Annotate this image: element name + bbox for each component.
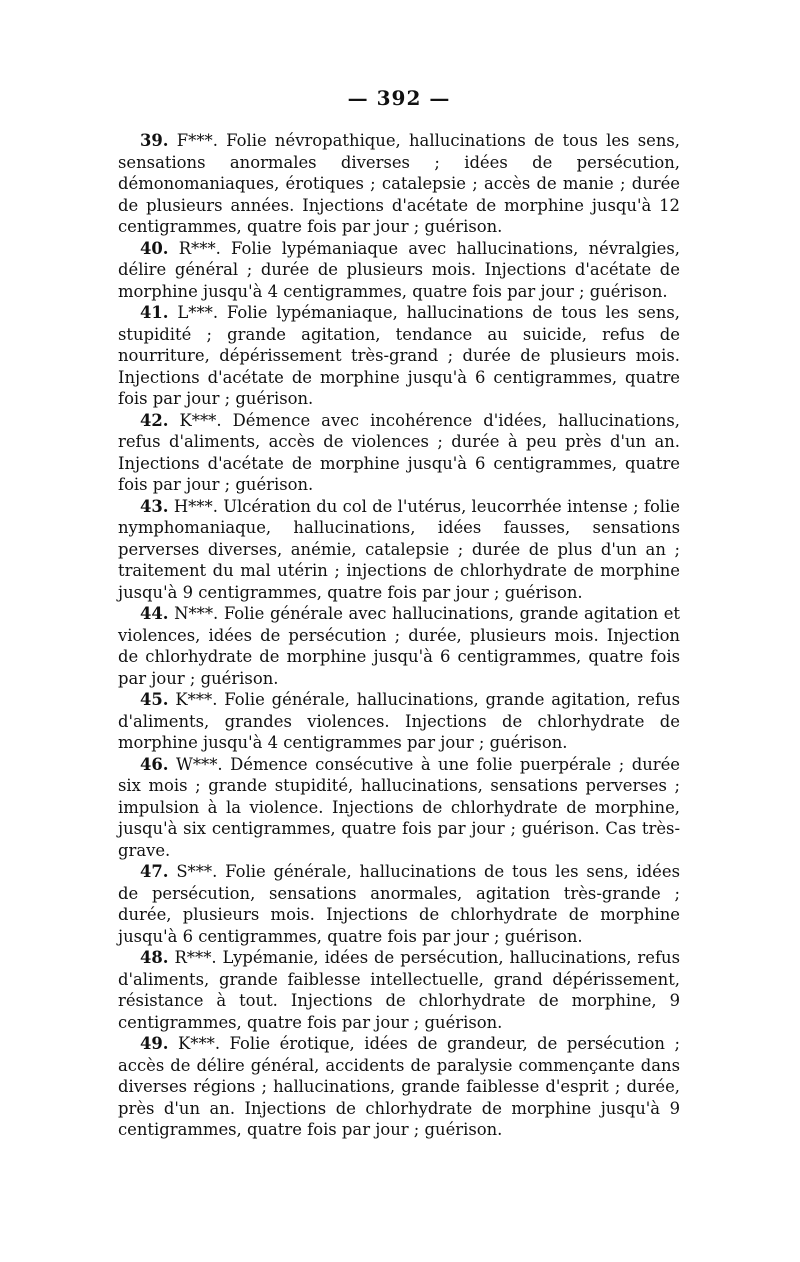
case-entry-47 xyxy=(118,861,680,947)
case-text: N***. Folie générale avec hallucinations, grande agitation et violences, idées de persécution ; durée, plusieurs mois. Injection de chlorhydrate de morphine jusqu'à 6 centigrammes, quatre fois par jour ; guérison. xyxy=(118,604,680,688)
case-entry-39 xyxy=(118,130,680,238)
case-entry-44 xyxy=(118,603,680,689)
case-entry-45 xyxy=(118,689,680,754)
case-text: R***. Lypémanie, idées de persécution, hallucinations, refus d'aliments, grande faiblesse intellectuelle, grand dépérissement, résistance à tout. Injections de chlorhydrate de morphine, 9 centigrammes, quatre fois par jour ; guérison. xyxy=(118,948,680,1032)
case-text: K***. Folie érotique, idées de grandeur, de persécution ; accès de délire général, accidents de paralysie commençante dans diverses régions ; hallucinations, grande faiblesse d'esprit ; durée, près d'un an. Injections de chlorhydrate de morphine jusqu'à 9 centigrammes, quatre fois par jour ; guérison. xyxy=(118,1034,680,1139)
case-number: 39. xyxy=(140,131,169,150)
case-text: L***. Folie lypémaniaque, hallucinations de tous les sens, stupidité ; grande agitation, tendance au suicide, refus de nourriture, dépérissement très-grand ; durée de plusieurs mois. Injections d'acétate de morphine jusqu'à 6 centigrammes, quatre fois par jour ; guérison. xyxy=(118,303,680,408)
case-number: 45. xyxy=(140,690,169,709)
case-number: 40. xyxy=(140,238,169,258)
case-number: 48. xyxy=(140,948,169,967)
case-entry-41 xyxy=(118,302,680,410)
case-entry-40 xyxy=(118,238,680,303)
case-entry-43 xyxy=(118,496,680,604)
case-text: H***. Ulcération du col de l'utérus, leucorrhée intense ; folie nymphomaniaque, hallucinations, idées fausses, sensations perverses diverses, anémie, catalepsie ; durée de plus d'un an ; traitement du mal utérin ; injections de chlorhydrate de morphine jusqu'à 9 centigrammes, quatre fois par jour ; guérison. xyxy=(118,496,680,602)
case-text: F***. Folie névropathique, hallucinations de tous les sens, sensations anormales diverses ; idées de persécution, démonomaniaques, érotiques ; catalepsie ; accès de manie ; durée de plusieurs années. Injections d'acétate de morphine jusqu'à 12 centigrammes, quatre fois par jour ; guérison. xyxy=(118,131,680,236)
page-number: — 392 — xyxy=(347,86,451,110)
case-entry-49 xyxy=(118,1033,680,1141)
case-number: 43. xyxy=(140,496,169,516)
case-number: 42. xyxy=(140,410,169,430)
case-number: 44. xyxy=(140,604,169,623)
case-number: 47. xyxy=(140,862,169,881)
case-number: 49. xyxy=(140,1034,169,1053)
case-text: K***. Démence avec incohérence d'idées, hallucinations, refus d'aliments, accès de violences ; durée à peu près d'un an. Injections d'acétate de morphine jusqu'à 6 centigrammes, quatre fois par jour ; guérison. xyxy=(118,410,680,494)
case-entry-48 xyxy=(118,947,680,1033)
case-text: W***. Démence consécutive à une folie puerpérale ; durée six mois ; grande stupidité, hallucinations, sensations perverses ; impulsion à la violence. Injections de chlorhydrate de morphine, jusqu'à six centigrammes, quatre fois par jour ; guérison. Cas très-grave. xyxy=(118,754,681,860)
case-text: R***. Folie lypémaniaque avec hallucinations, névralgies, délire général ; durée de plusieurs mois. Injections d'acétate de morphine jusqu'à 4 centigrammes, quatre fois par jour ; guérison. xyxy=(118,238,680,301)
case-text: S***. Folie générale, hallucinations de tous les sens, idées de persécution, sensations anormales, agitation très-grande ; durée, plusieurs mois. Injections de chlorhydrate de morphine jusqu'à 6 centigrammes, quatre fois par jour ; guérison. xyxy=(118,862,680,946)
case-entry-42 xyxy=(118,410,680,496)
case-text: K***. Folie générale, hallucinations, grande agitation, refus d'aliments, grandes violences. Injections de chlorhydrate de morphine jusqu'à 4 centigrammes par jour ; guérison. xyxy=(118,690,680,752)
case-entry-46 xyxy=(118,754,680,862)
case-number: 46. xyxy=(140,754,169,774)
case-number: 41. xyxy=(140,303,169,322)
page-content xyxy=(118,86,680,1141)
